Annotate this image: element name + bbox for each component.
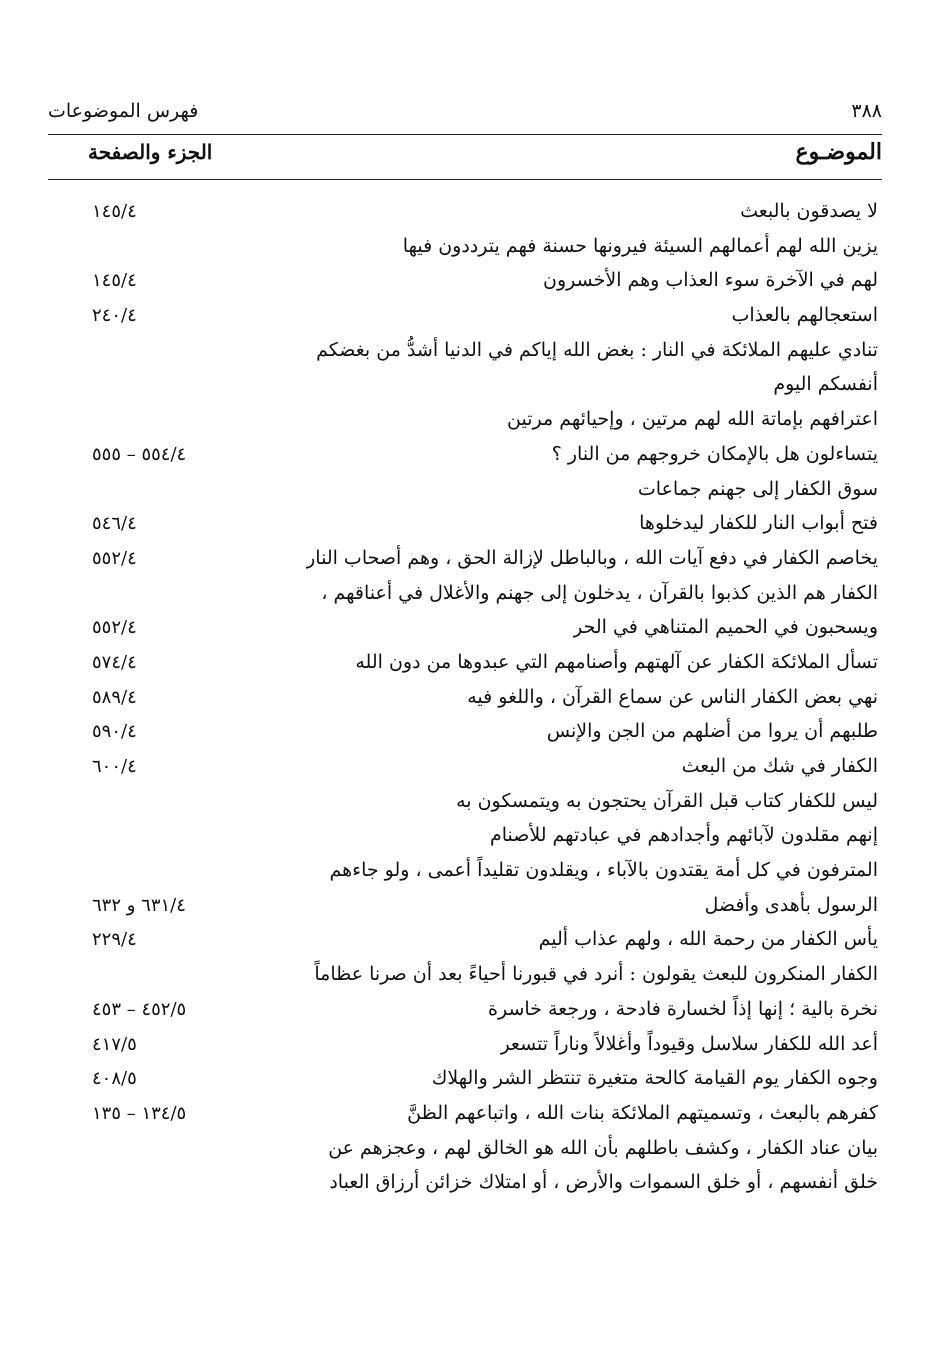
entry-topic: نخرة بالية ؛ إنها إذاً لخسارة فادحة ، ورجعة خاسرة	[488, 997, 878, 1020]
index-entry	[48, 714, 882, 749]
entry-topic: ويسحبون في الحميم المتناهي في الحر	[573, 616, 878, 639]
index-entry	[48, 888, 882, 923]
entry-reference: ٥٨٩/٤	[92, 686, 137, 708]
entry-reference: ٥٤٦/٤	[92, 513, 137, 535]
column-headers	[48, 135, 882, 179]
index-entry	[48, 680, 882, 715]
running-title: فهرس الموضوعات	[48, 100, 199, 122]
reference-column-header: الجزء والصفحة	[88, 140, 213, 164]
entry-topic: الكفار في شك من البعث	[681, 755, 878, 777]
entry-topic: أنفسكم اليوم	[773, 373, 878, 396]
index-entry	[48, 437, 882, 472]
index-entry	[48, 402, 882, 437]
entry-topic: الرسول بأهدى وأفضل	[704, 893, 878, 916]
column-header-rule	[48, 179, 882, 180]
entry-reference: ٥٥٢/٤	[92, 617, 137, 639]
index-entry	[48, 298, 882, 333]
index-entry	[48, 1131, 882, 1166]
entry-topic: خلق أنفسهم ، أو خلق السموات والأرض ، أو امتلاك خزائن أرزاق العباد	[329, 1171, 878, 1194]
entry-reference: ٥٥٢/٤	[92, 547, 137, 569]
index-entry	[48, 610, 882, 645]
entry-topic: يزين الله لهم أعمالهم السيئة فيرونها حسنة فهم يترددون فيها	[402, 234, 878, 257]
index-entry	[48, 645, 882, 680]
index-entry	[48, 1165, 882, 1200]
entry-topic: يأس الكفار من رحمة الله ، ولهم عذاب أليم	[538, 928, 878, 951]
entry-topic: أعد الله للكفار سلاسل وقيوداً وأغلالاً وناراً تتسعر	[500, 1032, 878, 1055]
index-entry	[48, 784, 882, 819]
index-entry	[48, 472, 882, 507]
topic-column-header: الموضـوع	[795, 139, 882, 165]
entry-topic: تنادي عليهم الملائكة في النار : بغض الله إياكم في الدنيا أشدُّ من بغضكم	[316, 338, 878, 361]
entry-reference: ٥٩٠/٤	[92, 721, 137, 743]
entry-topic: استعجالهم بالعذاب	[731, 304, 878, 327]
entry-topic: بيان عناد الكفار ، وكشف باطلهم بأن الله هو الخالق لهم ، وعجزهم عن	[328, 1136, 878, 1159]
entry-reference: ٤١٧/٥	[92, 1033, 137, 1055]
index-page	[48, 100, 882, 1200]
entry-reference: ١٣٤/٥ – ١٣٥	[92, 1102, 187, 1124]
entry-topic: سوق الكفار إلى جهنم جماعات	[637, 477, 878, 500]
entry-reference: ١٤٥/٤	[92, 270, 137, 292]
entry-topic: إنهم مقلدون لآبائهم وأجدادهم في عبادتهم للأصنام	[489, 824, 878, 847]
entry-reference: ١٤٥/٤	[92, 201, 137, 222]
entry-reference: ٦٣١/٤ و ٦٣٢	[92, 894, 186, 916]
index-entry	[48, 506, 882, 541]
index-entry	[48, 992, 882, 1027]
entry-topic: وجوه الكفار يوم القيامة كالحة متغيرة تنتظر الشر والهلاك	[431, 1067, 878, 1090]
index-entry	[48, 541, 882, 576]
entry-reference: ٦٠٠/٤	[92, 756, 137, 777]
entry-topic: لا يصدقون بالبعث	[740, 200, 878, 222]
entry-topic: لهم في الآخرة سوء العذاب وهم الأخسرون	[543, 269, 878, 292]
index-entry	[48, 957, 882, 992]
entry-topic: المترفون في كل أمة يقتدون بالآباء ، ويقلدون تقليداً أعمى ، ولو جاءهم	[329, 859, 878, 882]
entry-topic: تسأل الملائكة الكفار عن آلهتهم وأصنامهم التي عبدوها من دون الله	[355, 650, 878, 673]
index-entry	[48, 1096, 882, 1131]
entry-topic: يتساءلون هل بالإمكان خروجهم من النار ؟	[551, 442, 878, 465]
entry-topic: فتح أبواب النار للكفار ليدخلوها	[639, 512, 878, 535]
entry-reference: ٥٧٤/٤	[92, 651, 137, 673]
entry-reference: ٤٥٢/٥ – ٤٥٣	[92, 998, 187, 1020]
index-entry	[48, 1061, 882, 1096]
index-entry	[48, 818, 882, 853]
index-entry	[48, 749, 882, 784]
entry-reference: ٤٠٨/٥	[92, 1068, 137, 1090]
page-number: ٣٨٨	[851, 100, 882, 122]
entry-topic: الكفار هم الذين كذبوا بالقرآن ، يدخلون إلى جهنم والأغلال في أعناقهم ،	[321, 581, 878, 604]
entry-topic: ليس للكفار كتاب قبل القرآن يحتجون به ويتمسكون به	[456, 789, 878, 812]
running-head	[48, 100, 882, 134]
entry-topic: الكفار المنكرون للبعث يقولون : أنرد في قبورنا أحياءً بعد أن صرنا عظاماً	[314, 963, 878, 986]
entry-reference: ٢٢٩/٤	[92, 929, 137, 951]
index-entry	[48, 853, 882, 888]
entry-reference: ٢٤٠/٤	[92, 305, 137, 327]
entry-topic: نهي بعض الكفار الناس عن سماع القرآن ، واللغو فيه	[467, 685, 878, 708]
index-entry	[48, 922, 882, 957]
index-entry	[48, 263, 882, 298]
index-entry	[48, 1027, 882, 1062]
index-entry	[48, 229, 882, 264]
entry-topic: اعترافهم بإماتة الله لهم مرتين ، وإحيائهم مرتين	[507, 408, 878, 431]
index-entry	[48, 194, 882, 229]
entry-topic: طلبهم أن يروا من أضلهم من الجن والإنس	[546, 720, 878, 743]
index-entries	[48, 194, 882, 1200]
entry-topic: يخاصم الكفار في دفع آيات الله ، وبالباطل لإزالة الحق ، وهم أصحاب النار	[306, 546, 878, 569]
index-entry	[48, 576, 882, 611]
index-entry	[48, 333, 882, 368]
index-entry	[48, 367, 882, 402]
entry-reference: ٥٥٤/٤ – ٥٥٥	[92, 443, 187, 465]
entry-topic: كفرهم بالبعث ، وتسميتهم الملائكة بنات الله ، واتباعهم الظنَّ	[407, 1101, 878, 1124]
